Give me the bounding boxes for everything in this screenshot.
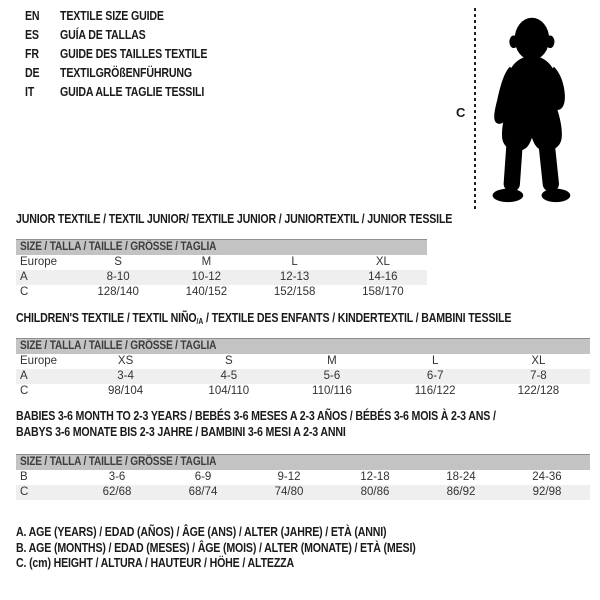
table-header-cell	[16, 455, 590, 470]
table-header-cell	[16, 339, 590, 354]
children-table	[16, 338, 590, 399]
table-cell: 5-6	[280, 369, 383, 384]
table-header-label: SIZE / TALLA / TAILLE / GRÖSSE / TAGLIA	[20, 456, 217, 469]
table-header-row	[16, 339, 590, 354]
legend	[16, 525, 486, 572]
table-cell: L	[291, 256, 298, 268]
table-cell: 68/74	[160, 485, 246, 500]
children-table-title-text: CHILDREN'S TEXTILE / TEXTIL NIÑO/A / TEXTILE DES ENFANTS / KINDERTEXTIL / BAMBINI TESSILE	[16, 311, 512, 326]
babies-table-title-line1: BABIES 3-6 MONTH TO 2-3 YEARS / BEBÉS 3-6 MESES A 2-3 AÑOS / BÉBÉS 3-6 MOIS À 2-3 ANS /	[16, 409, 496, 423]
table-row	[16, 369, 590, 384]
language-row-fr	[25, 45, 233, 64]
table-header-label: SIZE / TALLA / TAILLE / GRÖSSE / TAGLIA	[20, 340, 217, 353]
table-header-cell	[16, 240, 427, 255]
table-cell: 12-18	[360, 471, 390, 483]
table-row	[16, 485, 590, 500]
table-cell: 74/80	[246, 485, 332, 500]
table-row	[16, 285, 427, 300]
table-cell: 122/128	[517, 385, 560, 397]
table-cell: 86/92	[418, 485, 504, 500]
row-label: Europe	[20, 256, 58, 268]
table-cell: 3-4	[74, 369, 177, 384]
table-row	[16, 384, 590, 399]
language-list	[25, 7, 233, 102]
table-cell: XL	[375, 256, 390, 268]
row-label: B	[20, 471, 28, 483]
table-cell: 4-5	[177, 369, 280, 384]
language-title: TEXTILGRÖßENFÜHRUNG	[60, 66, 192, 80]
table-cell: 62/68	[74, 485, 160, 500]
row-label: A	[16, 369, 74, 384]
language-code: DE	[25, 66, 40, 80]
table-row	[16, 255, 427, 270]
table-cell: 104/110	[208, 385, 250, 397]
table-cell: 10-12	[162, 270, 250, 285]
language-row-en	[25, 7, 233, 26]
height-dashed-line	[474, 8, 476, 209]
table-cell: 158/170	[362, 286, 404, 298]
legend-line-b: B. AGE (MONTHS) / EDAD (MESES) / ÂGE (MOIS) / ALTER (MONATE) / ETÀ (MESI)	[16, 540, 416, 555]
table-header-row	[16, 455, 590, 470]
table-cell: 14-16	[339, 270, 427, 285]
row-label: Europe	[20, 355, 58, 367]
table-cell: 3-6	[108, 471, 126, 483]
height-label: C	[456, 105, 466, 120]
table-cell: 7-8	[487, 369, 590, 384]
language-row-de	[25, 64, 233, 83]
table-cell: 24-36	[532, 471, 562, 483]
junior-table-title-text: JUNIOR TEXTILE / TEXTIL JUNIOR/ TEXTILE JUNIOR / JUNIORTEXTIL / JUNIOR TESSILE	[16, 212, 453, 226]
table-cell: 110/116	[312, 385, 352, 397]
table-header-row	[16, 240, 427, 255]
babies-table-title-line2: BABYS 3-6 MONATE BIS 2-3 JAHRE / BAMBINI 3-6 MESI A 2-3 ANNI	[16, 424, 346, 439]
height-figure	[448, 6, 598, 214]
table-cell: 6-9	[194, 471, 212, 483]
table-cell: 98/104	[108, 385, 144, 397]
table-cell: 18-24	[446, 471, 476, 483]
babies-table	[16, 454, 590, 500]
table-cell: L	[431, 355, 439, 367]
row-label: C	[20, 385, 29, 397]
language-title: GUIDA ALLE TAGLIE TESSILI	[60, 85, 205, 99]
language-title: TEXTILE SIZE GUIDE	[60, 9, 164, 23]
row-label: C	[16, 485, 74, 500]
table-row	[16, 470, 590, 485]
language-code: EN	[25, 9, 40, 23]
junior-table	[16, 239, 427, 300]
table-cell: XS	[117, 355, 134, 367]
legend-line-c: C. (cm) HEIGHT / ALTURA / HAUTEUR / HÖHE / ALTEZZA	[16, 556, 294, 570]
table-row	[16, 354, 590, 369]
language-title: GUÍA DE TALLAS	[60, 28, 146, 42]
table-cell: M	[327, 355, 337, 367]
babies-table-title	[16, 409, 580, 440]
language-code: FR	[25, 47, 39, 61]
table-cell: XL	[531, 355, 546, 367]
table-cell: 8-10	[74, 270, 162, 285]
table-cell: 80/86	[332, 485, 418, 500]
language-row-it	[25, 83, 233, 102]
row-label: A	[16, 270, 74, 285]
table-cell: 6-7	[384, 369, 487, 384]
table-cell: 152/158	[273, 286, 316, 298]
children-table-title	[16, 311, 599, 328]
table-cell: S	[224, 355, 233, 367]
language-title: GUIDE DES TAILLES TEXTILE	[60, 47, 208, 61]
table-cell: 9-12	[277, 471, 301, 483]
baby-silhouette-icon	[482, 8, 578, 210]
row-label: C	[20, 286, 29, 298]
language-code: ES	[25, 28, 39, 42]
table-cell: 128/140	[97, 286, 139, 298]
language-code: IT	[25, 85, 35, 99]
table-row	[16, 270, 427, 285]
title-subscript: /A	[196, 317, 204, 326]
table-cell: M	[201, 256, 212, 268]
table-header-label: SIZE / TALLA / TAILLE / GRÖSSE / TAGLIA	[20, 241, 217, 254]
legend-line-a: A. AGE (YEARS) / EDAD (AÑOS) / ÂGE (ANS) / ALTER (JAHRE) / ETÀ (ANNI)	[16, 525, 387, 539]
table-cell: 116/122	[414, 385, 456, 397]
table-cell: S	[114, 256, 122, 268]
table-cell: 92/98	[504, 485, 590, 500]
table-cell: 12-13	[251, 270, 339, 285]
junior-table-title	[16, 212, 529, 228]
table-cell: 140/152	[185, 286, 228, 298]
language-row-es	[25, 26, 233, 45]
